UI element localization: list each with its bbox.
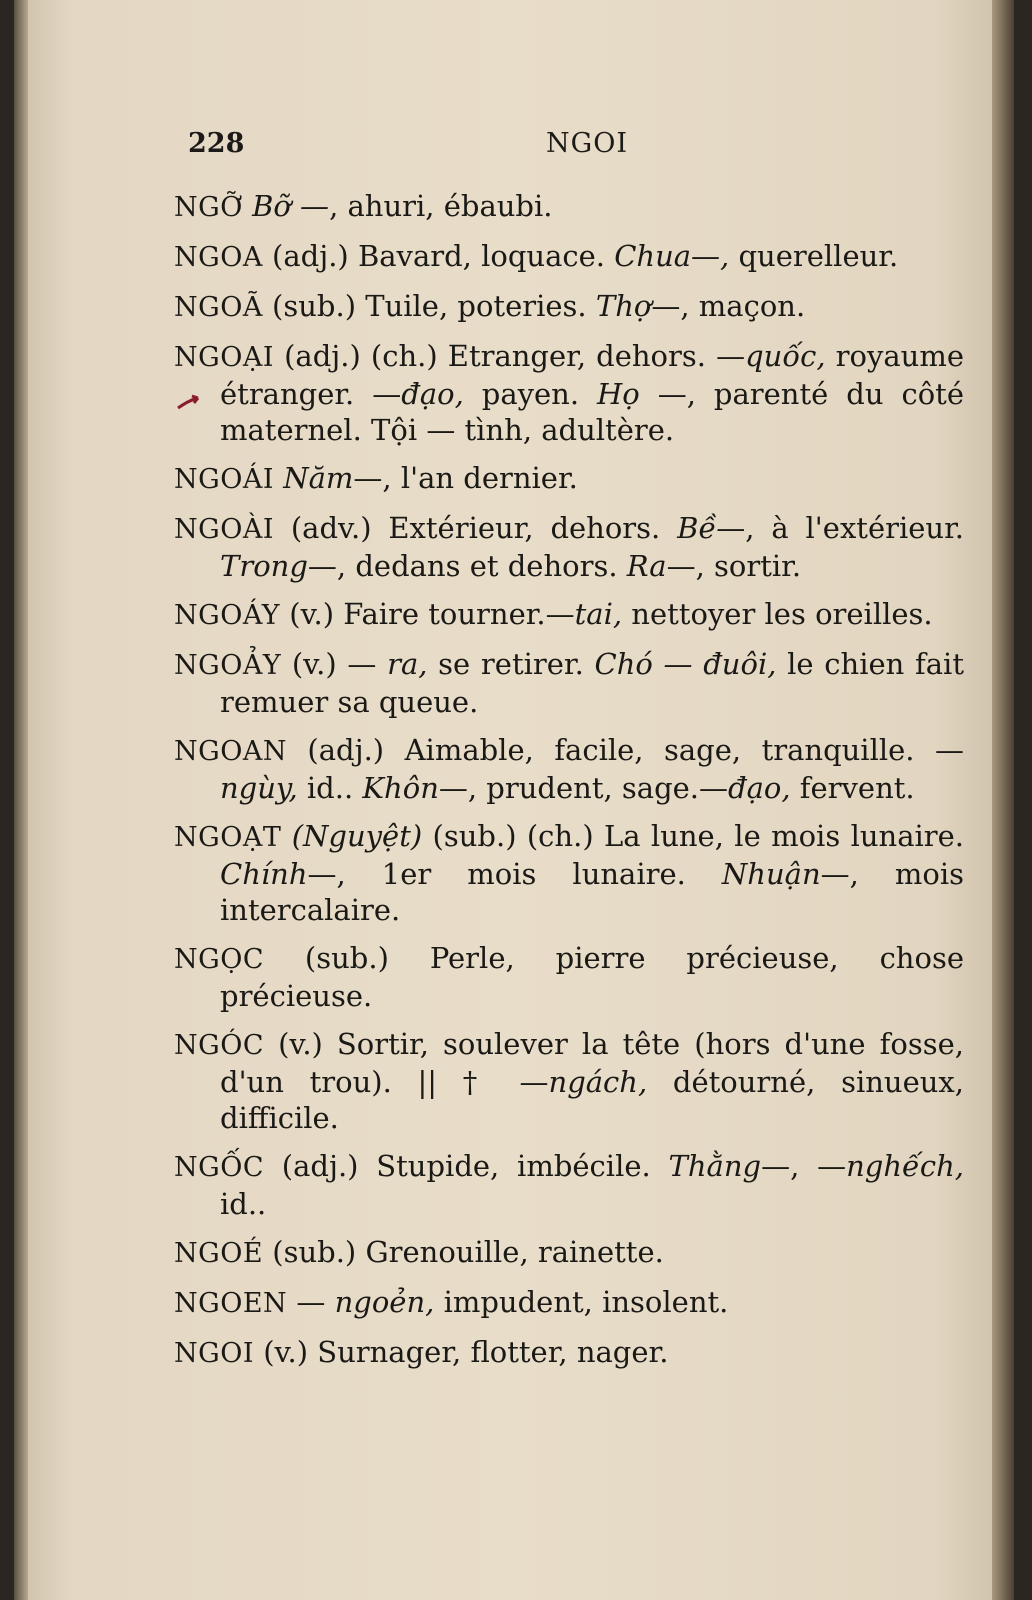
- headword: NGOÁY: [174, 600, 281, 631]
- dictionary-entry: NGỐC (adj.) Stupide, imbécile. Thằng—, —nghếch, id..: [174, 1149, 965, 1221]
- headword: NGOẢY: [174, 650, 282, 681]
- dictionary-entry: NGOÃ (sub.) Tuile, poteries. Thợ—, maçon.: [174, 289, 806, 323]
- dictionary-entry: NGOÁI Năm—, l'an dernier.: [174, 461, 578, 495]
- dictionary-entry: NGOẠI (adj.) (ch.) Etranger, dehors. —quốc, royaume étranger. —đạo, payen. Họ —, parenté du côté maternel. Tội — tình, adultère.: [174, 339, 964, 447]
- dictionary-entry: NGỌC (sub.) Perle, pierre précieuse, chose précieuse.: [174, 941, 964, 1013]
- headword: NGỠ: [174, 192, 243, 223]
- dictionary-entry: NGOÉ (sub.) Grenouille, rainette.: [174, 1235, 664, 1269]
- running-head: NGOI: [546, 128, 628, 159]
- headword: NGỌC: [174, 944, 264, 975]
- headword: NGOI: [174, 1338, 254, 1369]
- headword: NGOÁI: [174, 464, 274, 495]
- headword: NGOEN: [174, 1288, 288, 1319]
- headword: NGOAN: [174, 736, 287, 767]
- dictionary-entry: NGỠ Bỡ —, ahuri, ébaubi.: [174, 189, 553, 223]
- headword: NGOÉ: [174, 1238, 264, 1269]
- dictionary-entry: NGOEN — ngoẻn, impudent, insolent.: [174, 1285, 729, 1319]
- dictionary-entry: NGOÀI (adv.) Extérieur, dehors. Bề—, à l'extérieur. Trong—, dedans et dehors. Ra—, sortir.: [174, 511, 964, 583]
- dictionary-entry: NGOA (adj.) Bavard, loquace. Chua—, querelleur.: [174, 239, 899, 273]
- dictionary-entry: NGOI (v.) Surnager, flotter, nager.: [174, 1335, 669, 1369]
- headword: NGOẠT: [174, 822, 282, 853]
- page-header: [174, 128, 964, 168]
- dictionary-entry: NGOẢY (v.) — ra, se retirer. Chó — đuôi, le chien fait remuer sa queue.: [174, 647, 964, 719]
- dictionary-entry: NGOÁY (v.) Faire tourner.—tai, nettoyer les oreilles.: [174, 597, 933, 631]
- dictionary-entries: [174, 188, 964, 1384]
- headword: NGOÃ: [174, 292, 263, 323]
- headword: NGOÀI: [174, 514, 274, 545]
- dictionary-entry: NGÓC (v.) Sortir, soulever la tête (hors d'une fosse, d'un trou). || † —ngách, détourné, sinueux, difficile.: [174, 1027, 964, 1135]
- headword: NGOA: [174, 242, 263, 273]
- headword: NGỐC: [174, 1152, 264, 1183]
- dictionary-entry: NGOẠT (Nguyệt) (sub.) (ch.) La lune, le mois lunaire. Chính—, 1er mois lunaire. Nhuận—, mois intercalaire.: [174, 819, 965, 927]
- headword: NGÓC: [174, 1030, 264, 1061]
- dictionary-entry: NGOAN (adj.) Aimable, facile, sage, tranquille. — ngùy, id.. Khôn—, prudent, sage.—đạo, fervent.: [174, 733, 964, 805]
- book-spine: [992, 0, 1014, 1600]
- headword: NGOẠI: [174, 342, 274, 373]
- page-left-edge: [14, 0, 28, 1600]
- page-number: 228: [188, 128, 245, 159]
